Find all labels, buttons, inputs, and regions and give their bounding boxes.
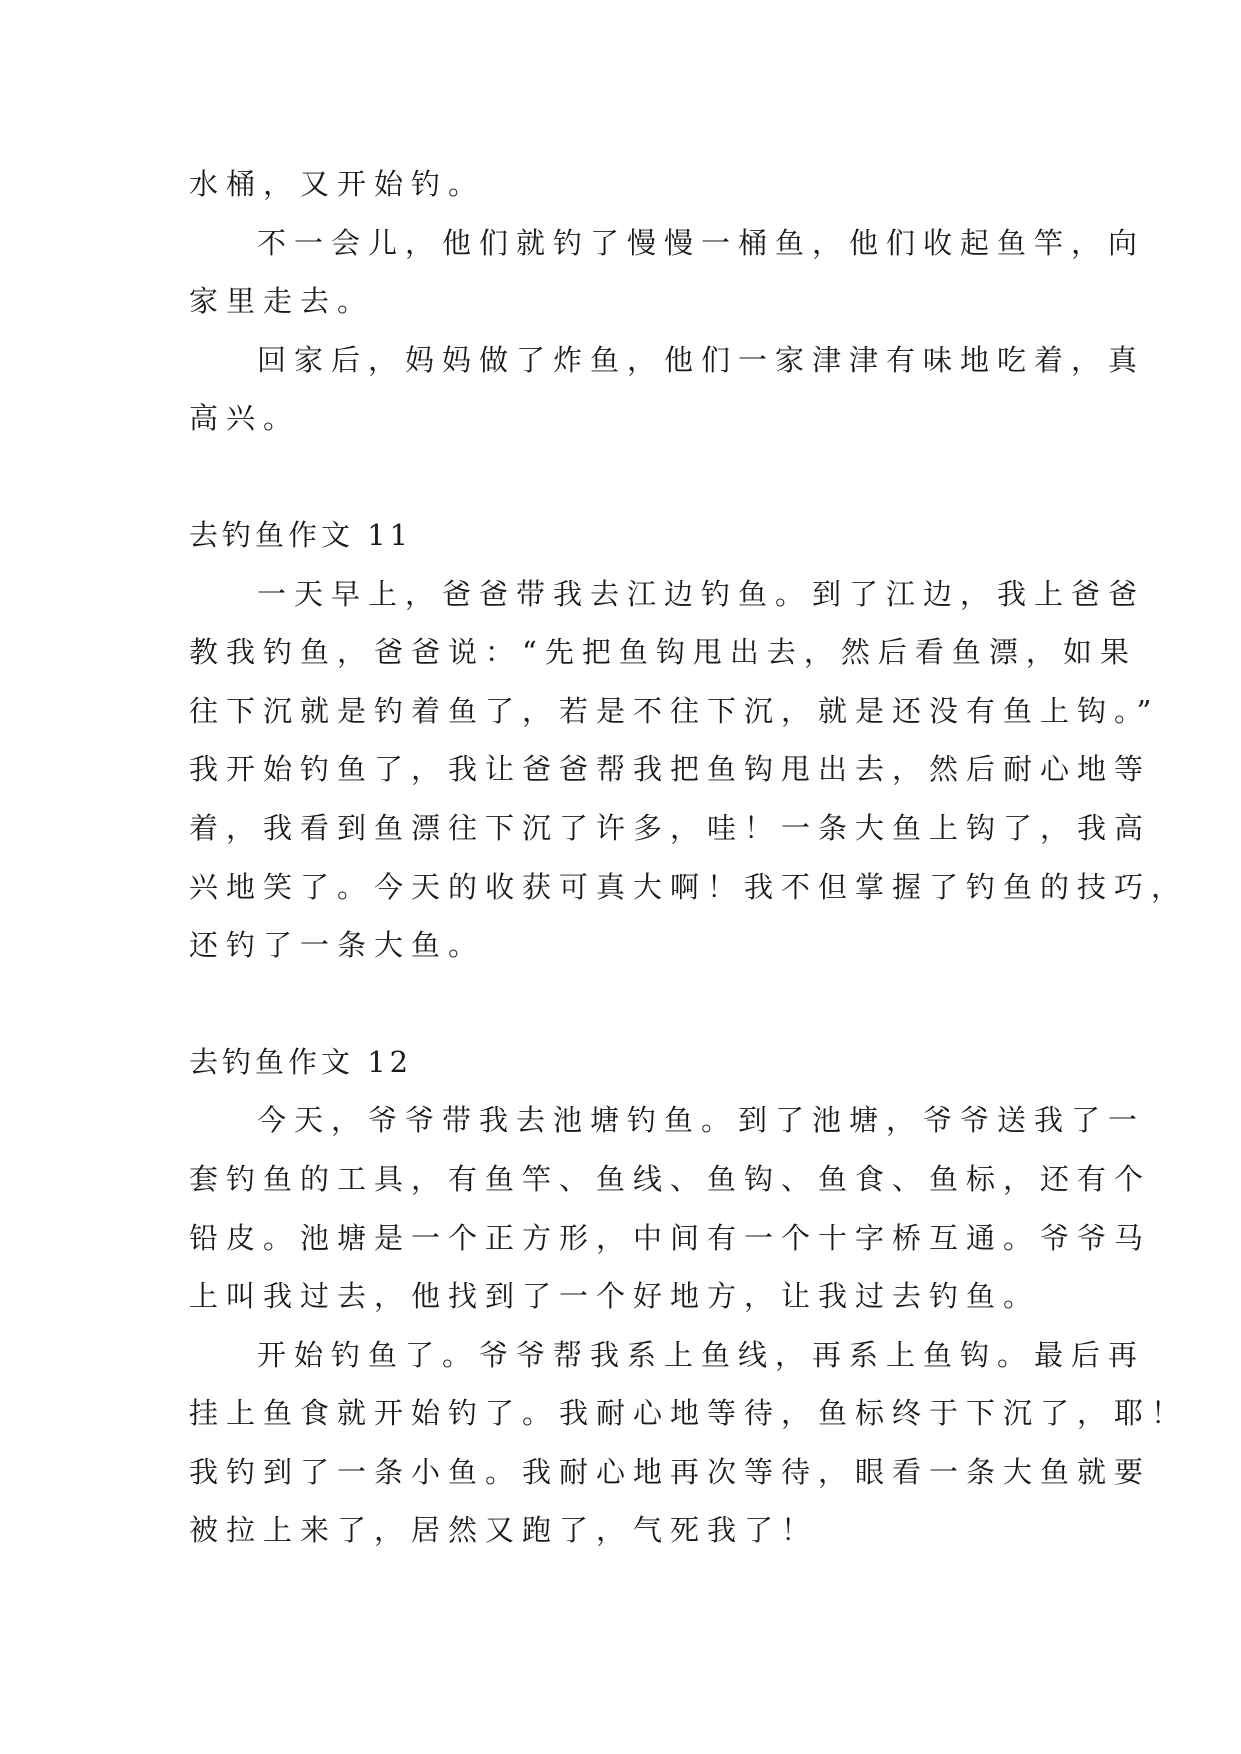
- section-gap: [189, 975, 1051, 1033]
- text-line: 高兴。: [189, 401, 301, 436]
- text-line: 教我钓鱼，爸爸说：“先把鱼钩甩出去，然后看鱼漂，如果: [189, 635, 1137, 670]
- essay-11-title: 去钓鱼作文 11: [189, 517, 413, 552]
- text-line: 着，我看到鱼漂往下沉了许多，哇！一条大鱼上钩了，我高: [189, 810, 1152, 845]
- text-line: 今天，爷爷带我去池塘钓鱼。到了池塘，爷爷送我了一: [257, 1103, 1146, 1138]
- text-line: 兴地笑了。今天的收获可真大啊！我不但掌握了钓鱼的技巧，: [189, 869, 1189, 904]
- text-line: 一天早上，爸爸带我去江边钓鱼。到了江边，我上爸爸: [257, 576, 1146, 611]
- text-line: 开始钓鱼了。爷爷帮我系上鱼线，再系上鱼钩。最后再: [257, 1337, 1146, 1372]
- section-gap: [189, 448, 1051, 506]
- essay-12-title: 去钓鱼作文 12: [189, 1044, 413, 1079]
- text-line: 不一会儿，他们就钓了慢慢一桶鱼，他们收起鱼竿，向: [257, 225, 1146, 260]
- text-line: 被拉上来了，居然又跑了，气死我了！: [189, 1513, 819, 1548]
- text-line: 回家后，妈妈做了炸鱼，他们一家津津有味地吃着，真: [257, 342, 1146, 377]
- document-page: [189, 155, 1189, 1560]
- text-line: 家里走去。: [189, 284, 375, 319]
- text-line: 上叫我过去，他找到了一个好地方，让我过去钓鱼。: [189, 1279, 1041, 1314]
- text-line: 我开始钓鱼了，我让爸爸帮我把鱼钩甩出去，然后耐心地等: [189, 752, 1152, 787]
- text-line: 套钓鱼的工具，有鱼竿、鱼线、鱼钩、鱼食、鱼标，还有个: [189, 1161, 1152, 1196]
- text-line: 水桶，又开始钓。: [189, 167, 486, 201]
- text-line: 往下沉就是钓着鱼了，若是不往下沉，就是还没有鱼上钩。”: [189, 693, 1160, 728]
- text-line: 还钓了一条大鱼。: [189, 928, 486, 963]
- text-line: 我钓到了一条小鱼。我耐心地再次等待，眼看一条大鱼就要: [189, 1454, 1152, 1489]
- text-line: 挂上鱼食就开始钓了。我耐心地等待，鱼标终于下沉了，耶！: [189, 1396, 1189, 1431]
- text-line: 铅皮。池塘是一个正方形，中间有一个十字桥互通。爷爷马: [189, 1220, 1152, 1255]
